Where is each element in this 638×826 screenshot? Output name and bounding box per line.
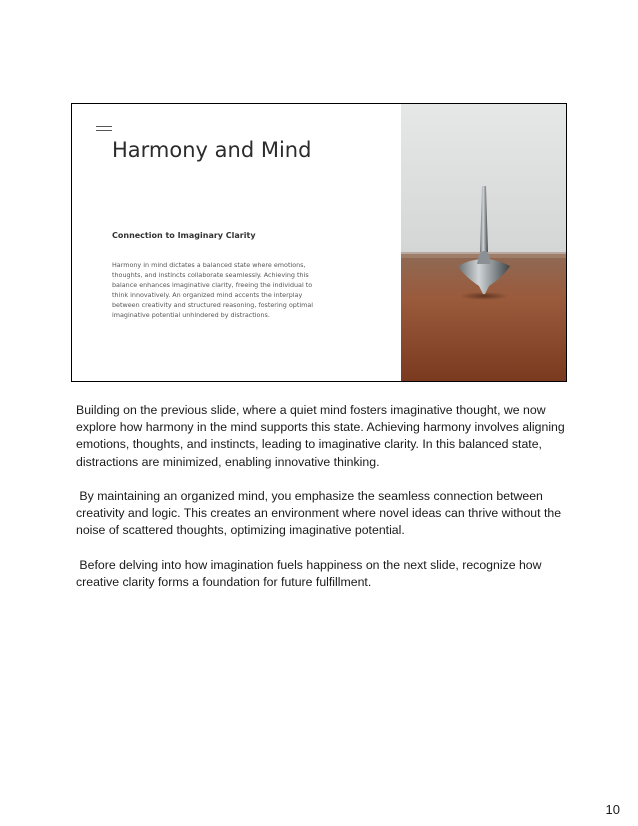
accent-lines-decoration <box>96 126 112 132</box>
slide-title: Harmony and Mind <box>112 138 312 162</box>
slide-subtitle: Connection to Imaginary Clarity <box>112 231 256 240</box>
notes-paragraph: Building on the previous slide, where a quiet mind fosters imaginative thought, we now explore how harmony in the mind supports this state. Achieving harmony involves aligning emotions, thoughts, and instincts, leading to imaginative clarity. In this balanced state, distractions are minimized, enabling innovative thinking. <box>76 403 569 469</box>
page-number: 10 <box>605 802 620 817</box>
speaker-notes <box>76 402 576 608</box>
slide-text-panel <box>72 104 401 381</box>
notes-paragraph: By maintaining an organized mind, you emphasize the seamless connection between creativity and logic. This creates an environment where novel ideas can thrive without the noise of scattered thoughts, optimizing imaginative potential. <box>76 489 565 538</box>
spinning-top-photo <box>401 104 566 381</box>
slide-thumbnail <box>71 103 567 382</box>
notes-paragraph: Before delving into how imagination fuels happiness on the next slide, recognize how creative clarity forms a foundation for future fulfillment. <box>76 557 545 589</box>
slide-body-text: Harmony in mind dictates a balanced state where emotions, thoughts, and instincts collaborate seamlessly. Achieving this balance enhances imaginative clarity, freeing the individual to think innovatively. An organized mind accents the interplay between creativity and structured reasoning, fostering optimal imaginative potential unhindered by distractions. <box>112 261 314 319</box>
